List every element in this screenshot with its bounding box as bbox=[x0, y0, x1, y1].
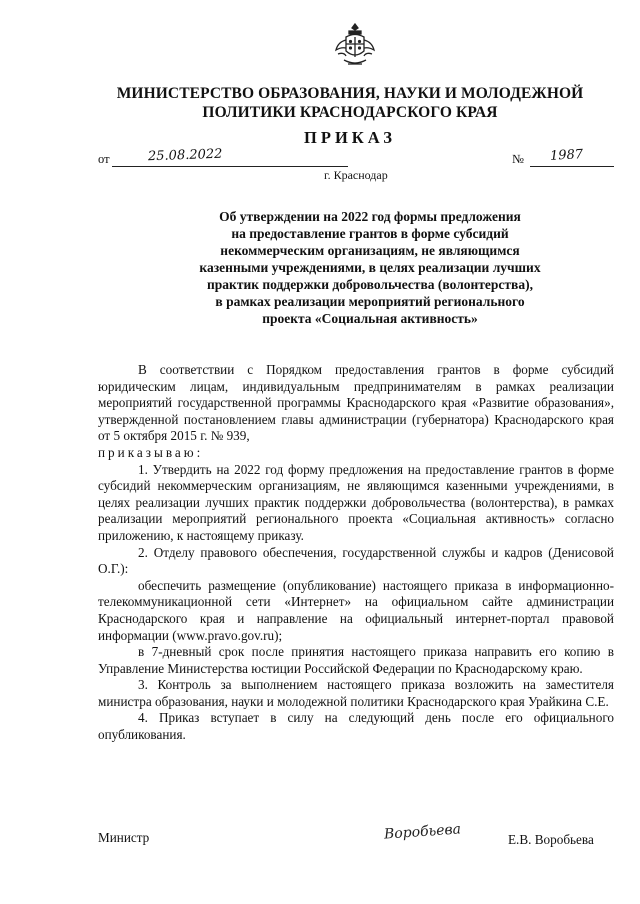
preamble-paragraph: В соответствии с Порядком предоставления грантов в форме субсидий юридическим лицам, индивидуальным предпринимателям в рамках реализации мероприятий государственной программы Краснодарского края «Развитие образования», утвержденной постановлением главы администрации (губернатора) Краснодарского края от 5 октября 2015 г. № 939, bbox=[98, 362, 614, 444]
clause-1: 1. Утвердить на 2022 год форму предложения на предоставление грантов в форме субсидий некоммерческим организациям, не являющимся казенными учреждениями, в целях реализации лучших практик поддержки добровольчества (волонтерства), в рамках реализации мероприятий регионального проекта «Социальная активность» согласно приложению, к настоящему приказу. bbox=[98, 461, 614, 543]
title-line: некоммерческим организациям, не являющимся bbox=[220, 243, 520, 258]
clause-4: 4. Приказ вступает в силу на следующий день после его официального опубликования. bbox=[98, 710, 614, 743]
signatory-title: Министр bbox=[98, 830, 150, 845]
order-title bbox=[140, 208, 600, 327]
clause-2-sub-a: обеспечить размещение (опубликование) настоящего приказа в информационно-телекоммуникационной сети «Интернет» на официальном сайте администрации Краснодарского края и направление на официальный интернет-портал правовой информации (www.pravo.gov.ru); bbox=[98, 577, 614, 643]
title-line: Об утверждении на 2022 год формы предложения bbox=[219, 209, 521, 224]
ministry-line-2: ПОЛИТИКИ КРАСНОДАРСКОГО КРАЯ bbox=[202, 104, 498, 121]
title-line: практик поддержки добровольчества (волонтерства), bbox=[207, 277, 533, 292]
clause-2-sub-b: в 7-дневный срок после принятия настоящего приказа направить его копию в Управление Министерства юстиции Российской Федерации по Краснодарскому краю. bbox=[98, 644, 614, 676]
date-prefix: от bbox=[98, 152, 110, 166]
ministry-line-1: МИНИСТЕРСТВО ОБРАЗОВАНИЯ, НАУКИ И МОЛОДЕЖНОЙ bbox=[116, 85, 584, 102]
ministry-name bbox=[90, 84, 610, 122]
title-line: проекта «Социальная активность» bbox=[262, 311, 478, 326]
title-line: казенными учреждениями, в целях реализации лучших bbox=[199, 260, 541, 275]
clause-2: 2. Отделу правового обеспечения, государственной службы и кадров (Денисовой О.Г.): bbox=[98, 544, 614, 577]
clause-3: 3. Контроль за выполнением настоящего приказа возложить на заместителя министра образования, науки и молодежной политики Краснодарского края Урайкина С.Е. bbox=[98, 677, 614, 709]
signature-block bbox=[98, 821, 614, 864]
order-body bbox=[98, 362, 614, 744]
order-word: приказываю: bbox=[98, 444, 204, 460]
date-number-row bbox=[98, 146, 618, 170]
date-underline bbox=[112, 166, 348, 167]
signatory-name: Е.В. Воробьева bbox=[508, 832, 594, 847]
handwritten-signature: Воробьева bbox=[383, 821, 462, 843]
order-date: 25.08.2022 bbox=[147, 146, 223, 165]
number-prefix: № bbox=[512, 152, 524, 166]
title-line: в рамках реализации мероприятий регионального bbox=[215, 294, 525, 309]
city: г. Краснодар bbox=[324, 168, 388, 182]
title-line: на предоставление грантов в форме субсидий bbox=[231, 226, 509, 241]
order-number: 1987 bbox=[549, 147, 584, 164]
document-type: ПРИКАЗ bbox=[304, 128, 396, 147]
number-underline bbox=[530, 166, 614, 167]
coat-of-arms-icon bbox=[334, 22, 376, 70]
